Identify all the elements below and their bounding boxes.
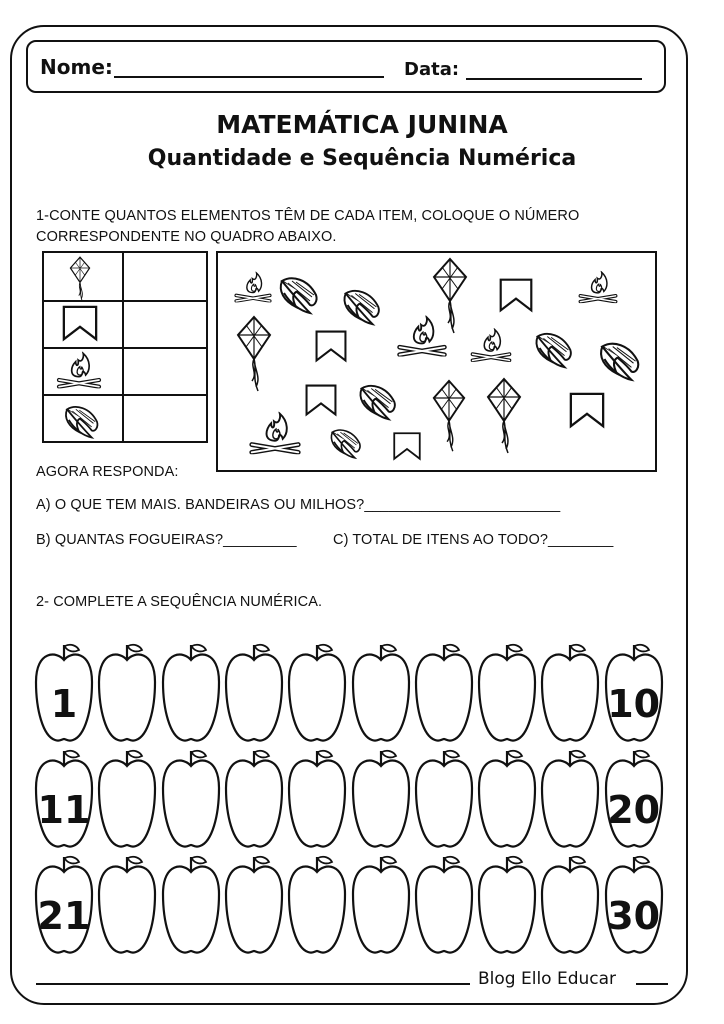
apple-icon (96, 640, 158, 744)
page-subtitle: Quantidade e Sequência Numérica (147, 146, 577, 171)
apple-number: 10 (607, 682, 661, 726)
apple-cell[interactable] (539, 746, 601, 850)
apple-cell[interactable] (413, 852, 475, 956)
kite-count-answer[interactable] (124, 253, 206, 300)
apple-icon (160, 640, 222, 744)
exercise1-instruction-line2: CORRESPONDENTE NO QUADRO ABAIXO. (36, 229, 337, 245)
apple-icon (413, 852, 475, 956)
apple-cell[interactable] (350, 852, 412, 956)
apple-cell[interactable] (286, 746, 348, 850)
bonfire-icon (576, 267, 620, 307)
corn-icon (352, 375, 404, 423)
apple-number: 11 (37, 788, 91, 832)
legend-row-bonfire (44, 347, 206, 396)
corn-icon (326, 421, 366, 461)
apple-cell[interactable] (603, 852, 665, 956)
name-field[interactable] (114, 76, 384, 78)
apple-icon (539, 640, 601, 744)
apple-cell[interactable] (476, 746, 538, 850)
apple-cell[interactable] (223, 640, 285, 744)
bonfire-icon (468, 325, 514, 365)
footer-line-right (636, 983, 668, 985)
apple-cell[interactable] (160, 746, 222, 850)
apple-cell[interactable] (476, 852, 538, 956)
legend-row-flag (44, 300, 206, 349)
exercise1-instruction-line1: 1-CONTE QUANTOS ELEMENTOS TÊM DE CADA ITEM, COLOQUE O NÚMERO (36, 208, 580, 224)
flag-icon (498, 277, 534, 313)
apple-cell[interactable] (96, 746, 158, 850)
apple-cell[interactable] (160, 852, 222, 956)
corn-icon (530, 323, 578, 371)
legend-row-kite (44, 253, 206, 302)
apple-icon (539, 852, 601, 956)
corn-icon (594, 331, 646, 385)
apple-cell[interactable] (223, 852, 285, 956)
apple-icon (160, 852, 222, 956)
apple-icon (350, 746, 412, 850)
legend-bonfire-cell (44, 347, 124, 394)
apple-icon (223, 852, 285, 956)
kite-icon (430, 379, 468, 455)
name-label: Nome: (40, 55, 113, 79)
apple-cell[interactable] (33, 746, 95, 850)
legend-corn-cell (44, 394, 124, 441)
footer-line-left (36, 983, 470, 985)
count-legend-table (42, 251, 208, 443)
apple-icon (539, 746, 601, 850)
apple-cell[interactable] (539, 640, 601, 744)
apple-icon (223, 746, 285, 850)
apple-cell[interactable] (286, 640, 348, 744)
question-a[interactable]: A) O QUE TEM MAIS. BANDEIRAS OU MILHOS?________________________ (36, 497, 561, 513)
apple-icon (476, 640, 538, 744)
flag-icon (568, 391, 606, 429)
kite-icon (234, 315, 274, 395)
apple-icon (350, 640, 412, 744)
apple-cell[interactable] (223, 746, 285, 850)
legend-kite-cell (44, 253, 124, 300)
bonfire-icon (232, 267, 274, 307)
bonfire-icon (246, 405, 304, 461)
apple-icon (350, 852, 412, 956)
flag-icon (304, 383, 338, 417)
bonfire-count-answer[interactable] (124, 347, 206, 394)
apple-cell[interactable] (413, 746, 475, 850)
name-date-box (26, 40, 666, 93)
footer-credit: Blog Ello Educar (478, 969, 617, 989)
date-label: Data: (404, 59, 460, 80)
apple-icon (223, 640, 285, 744)
corn-icon (60, 397, 104, 441)
apple-number: 1 (50, 682, 78, 726)
apple-icon (413, 640, 475, 744)
kite-icon (484, 371, 524, 463)
apple-number: 30 (607, 894, 661, 938)
flag-count-answer[interactable] (124, 300, 206, 347)
answer-prompt: AGORA RESPONDA: (36, 464, 179, 480)
apple-cell[interactable] (539, 852, 601, 956)
apple-icon (286, 852, 348, 956)
items-scene (216, 251, 657, 472)
apple-number: 21 (37, 894, 91, 938)
apple-cell[interactable] (160, 640, 222, 744)
legend-row-corn (44, 394, 206, 441)
apple-icon (476, 746, 538, 850)
corn-icon (274, 267, 324, 317)
flag-icon (392, 431, 422, 461)
apple-icon (96, 852, 158, 956)
question-b[interactable]: B) QUANTAS FOGUEIRAS?_________ (36, 532, 297, 548)
apple-cell[interactable] (96, 640, 158, 744)
apple-cell[interactable] (33, 852, 95, 956)
flag-icon (60, 304, 100, 342)
apple-cell[interactable] (413, 640, 475, 744)
apple-cell[interactable] (350, 746, 412, 850)
date-field[interactable] (466, 78, 642, 80)
apple-icon (413, 746, 475, 850)
legend-flag-cell (44, 300, 124, 347)
kite-icon (430, 257, 470, 337)
corn-count-answer[interactable] (124, 394, 206, 441)
kite-icon (60, 256, 100, 304)
apple-icon (476, 852, 538, 956)
apple-cell[interactable] (33, 640, 95, 744)
exercise2-instruction: 2- COMPLETE A SEQUÊNCIA NUMÉRICA. (36, 594, 323, 610)
corn-icon (338, 279, 386, 329)
apple-icon (286, 640, 348, 744)
apple-number: 20 (607, 788, 661, 832)
apple-cell[interactable] (350, 640, 412, 744)
apple-icon (160, 746, 222, 850)
apple-icon (286, 746, 348, 850)
apple-cell[interactable] (603, 640, 665, 744)
page-title: MATEMÁTICA JUNINA (216, 110, 508, 139)
apple-cell[interactable] (476, 640, 538, 744)
flag-icon (314, 329, 348, 363)
question-c[interactable]: C) TOTAL DE ITENS AO TODO?________ (333, 532, 614, 548)
apple-cell[interactable] (96, 852, 158, 956)
apple-icon (96, 746, 158, 850)
apple-cell[interactable] (286, 852, 348, 956)
bonfire-icon (54, 350, 104, 390)
apple-cell[interactable] (603, 746, 665, 850)
